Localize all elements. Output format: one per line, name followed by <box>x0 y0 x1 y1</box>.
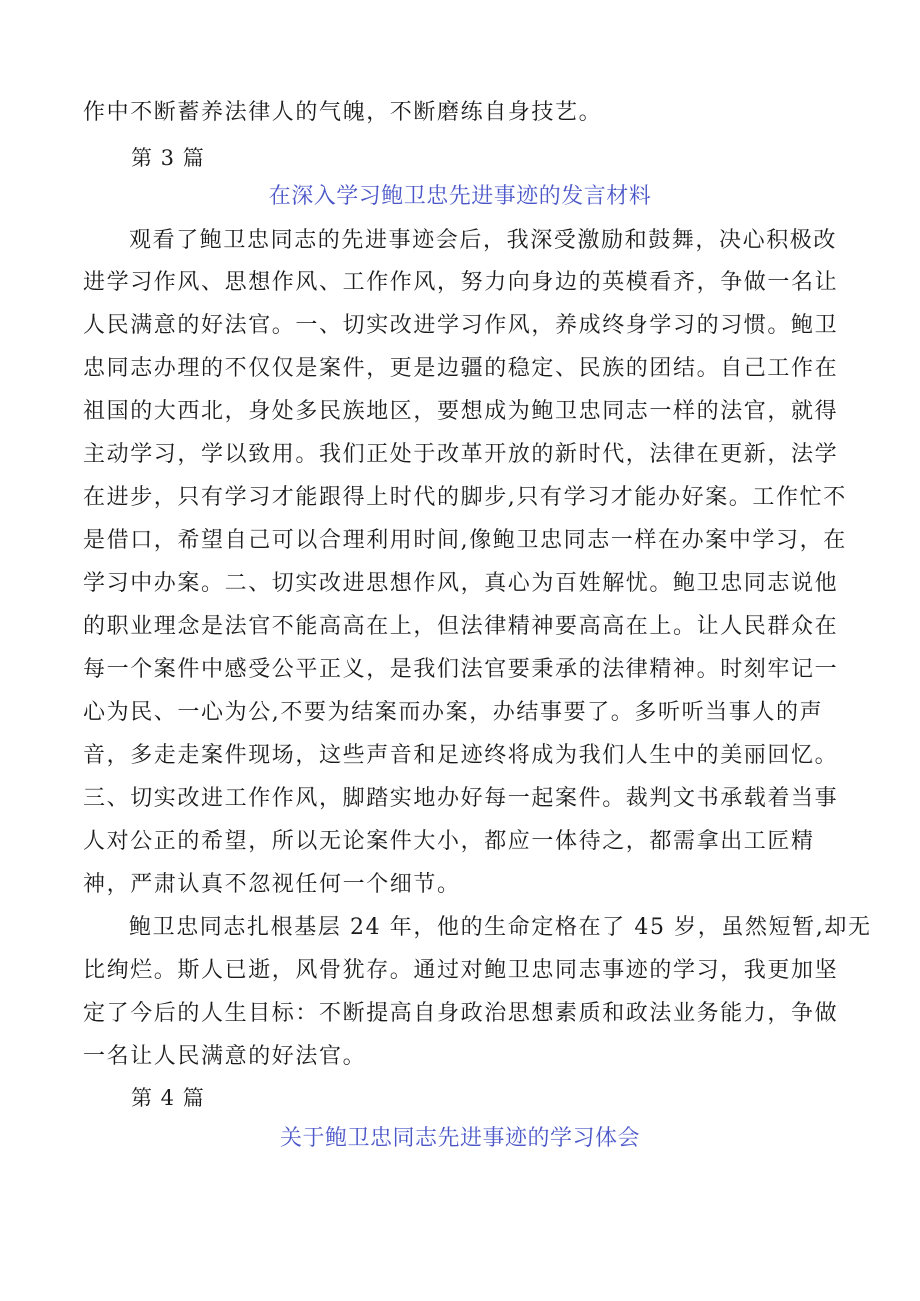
paragraph-line: 定了今后的人生目标：不断提高自身政治思想素质和政法业务能力，争做 <box>83 1001 839 1026</box>
paragraph-line: 三、切实改进工作作风，脚踏实地办好每一起案件。裁判文书承载着当事 <box>83 786 839 811</box>
section-3-title: 在深入学习鲍卫忠先进事迹的发言材料 <box>268 184 652 209</box>
paragraph-line: 鲍卫忠同志扎根基层 24 年，他的生命定格在了 45 岁，虽然短暂,却无 <box>129 915 872 940</box>
section-3-label: 第 3 篇 <box>131 146 205 170</box>
paragraph-line: 学习中办案。二、切实改进思想作风，真心为百姓解忧。鲍卫忠同志说他 <box>83 571 839 596</box>
paragraph-line: 进学习作风、思想作风、工作作风，努力向身边的英模看齐，争做一名让 <box>83 270 839 295</box>
paragraph-line: 祖国的大西北，身处多民族地区，要想成为鲍卫忠同志一样的法官，就得 <box>83 399 839 424</box>
paragraph-line: 是借口，希望自己可以合理利用时间,像鲍卫忠同志一样在办案中学习，在 <box>83 528 847 553</box>
paragraph-line: 一名让人民满意的好法官。 <box>83 1044 367 1069</box>
paragraph-line: 忠同志办理的不仅仅是案件，更是边疆的稳定、民族的团结。自己工作在 <box>83 356 839 381</box>
paragraph-line: 人对公正的希望，所以无论案件大小，都应一体待之，都需拿出工匠精 <box>83 829 815 854</box>
intro-line: 作中不断蓄养法律人的气魄，不断磨练自身技艺。 <box>83 100 603 125</box>
paragraph-line: 每一个案件中感受公平正义，是我们法官要秉承的法律精神。时刻牢记一 <box>83 657 839 682</box>
paragraph-line: 的职业理念是法官不能高高在上，但法律精神要高高在上。让人民群众在 <box>83 614 839 639</box>
paragraph-line: 主动学习，学以致用。我们正处于改革开放的新时代，法律在更新，法学 <box>83 442 839 467</box>
paragraph-line: 人民满意的好法官。一、切实改进学习作风，养成终身学习的习惯。鲍卫 <box>83 313 839 338</box>
section-4-label: 第 4 篇 <box>131 1086 205 1110</box>
paragraph-line: 心为民、一心为公,不要为结案而办案，办结事要了。多听听当事人的声 <box>83 700 824 725</box>
paragraph-line: 神，严肃认真不忽视任何一个细节。 <box>83 872 461 897</box>
paragraph-line: 音，多走走案件现场，这些声音和足迹终将成为我们人生中的美丽回忆。 <box>83 743 839 768</box>
section-4-title: 关于鲍卫忠同志先进事迹的学习体会 <box>279 1126 640 1151</box>
paragraph-line: 在进步，只有学习才能跟得上时代的脚步,只有学习才能办好案。工作忙不 <box>83 485 847 510</box>
paragraph-line: 观看了鲍卫忠同志的先进事迹会后，我深受激励和鼓舞，决心积极改 <box>129 228 838 253</box>
paragraph-line: 比绚烂。斯人已逝，风骨犹存。通过对鲍卫忠同志事迹的学习，我更加坚 <box>83 958 839 983</box>
